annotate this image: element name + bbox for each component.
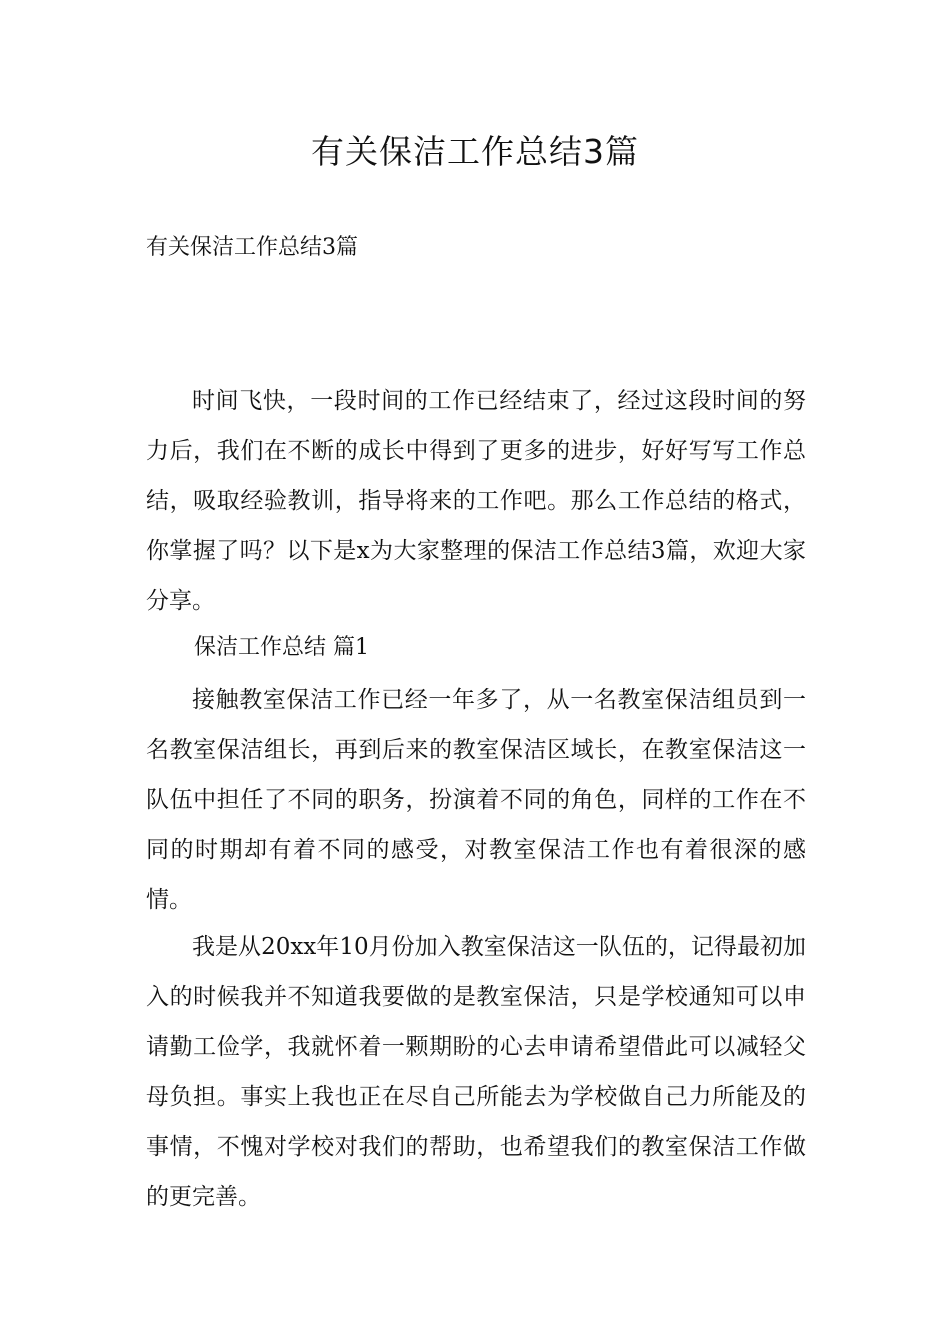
intro-paragraph: 时间飞快，一段时间的工作已经结束了，经过这段时间的努力后，我们在不断的成长中得到了更多的进步，好好写写工作总结，吸取经验教训，指导将来的工作吧。那么工作总结的格式，你掌握了吗？以下是x为大家整理的保洁工作总结3篇，欢迎大家分享。	[146, 388, 806, 614]
paragraph-one: 接触教室保洁工作已经一年多了，从一名教室保洁组员到一名教室保洁组长，再到后来的教室保洁区域长，在教室保洁这一队伍中担任了不同的职务，扮演着不同的角色，同样的工作在不同的时期却有着不同的感受，对教室保洁工作也有着很深的感情。	[146, 687, 806, 913]
document-title: 有关保洁工作总结3篇	[311, 132, 639, 171]
document-subtitle: 有关保洁工作总结3篇	[146, 235, 358, 260]
section-heading: 保洁工作总结 篇1	[194, 635, 369, 660]
paragraph-two: 我是从20xx年10月份加入教室保洁这一队伍的，记得最初加入的时候我并不知道我要做的是教室保洁，只是学校通知可以申请勤工俭学，我就怀着一颗期盼的心去申请希望借此可以减轻父母负担。事实上我也正在尽自己所能去为学校做自己力所能及的事情，不愧对学校对我们的帮助，也希望我们的教室保洁工作做的更完善。	[146, 934, 806, 1210]
